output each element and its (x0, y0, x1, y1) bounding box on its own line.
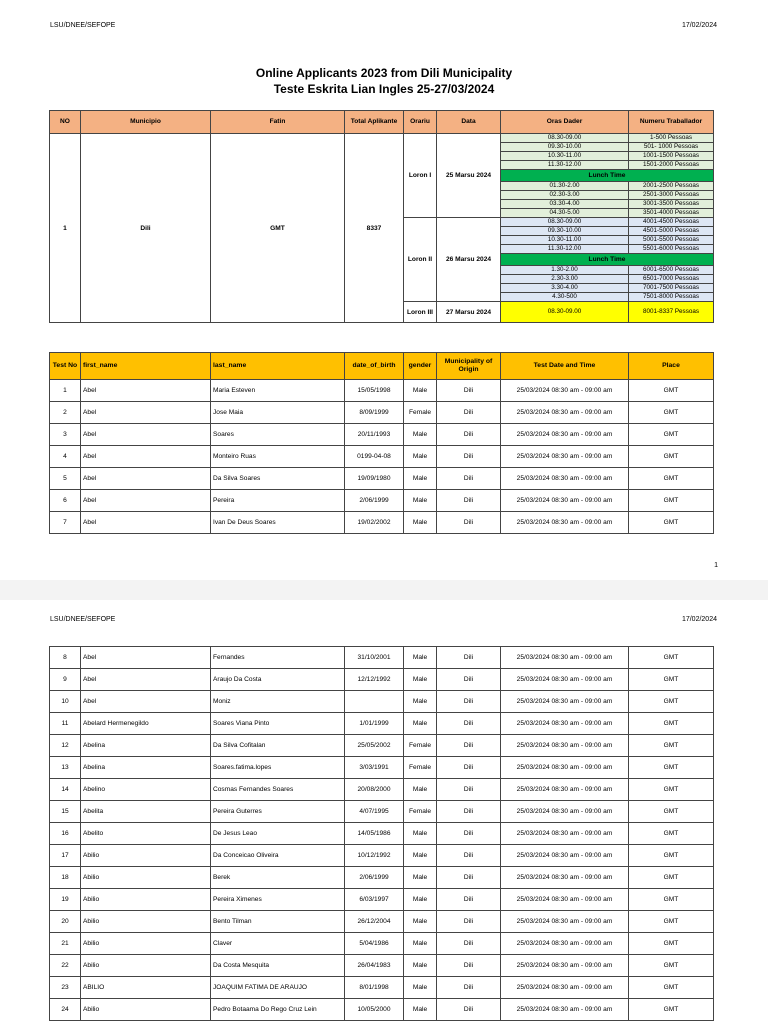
cell-date-of-birth: 10/05/2000 (345, 999, 404, 1021)
cell-gender: Male (404, 977, 437, 999)
table-row (50, 424, 714, 446)
cell-test-no: 7 (50, 512, 81, 534)
cell-last-name: Pereira (211, 490, 345, 512)
cell-date-of-birth: 0199-04-08 (345, 446, 404, 468)
cell-gender: Male (404, 889, 437, 911)
cell-municipality: Dili (437, 933, 501, 955)
applicants-header-row (50, 353, 714, 380)
numeru-traballador-cell: 5501-6000 Pessoas (629, 245, 714, 254)
cell-test-no: 22 (50, 955, 81, 977)
cell-municipality: Dili (437, 424, 501, 446)
cell-municipality: Dili (437, 669, 501, 691)
cell-test-date-time: 25/03/2024 08:30 am - 09:00 am (501, 999, 629, 1021)
numeru-traballador-cell: 8001-8337 Pessoas (629, 302, 714, 323)
header-test-no: Test No (50, 353, 81, 380)
cell-date-of-birth: 8/01/1998 (345, 977, 404, 999)
table-row (50, 691, 714, 713)
schedule-municipio: Dili (81, 134, 211, 323)
cell-gender: Male (404, 691, 437, 713)
cell-date-of-birth: 6/03/1997 (345, 889, 404, 911)
schedule-data: 27 Marsu 2024 (437, 302, 501, 323)
header-date-page-2: 17/02/2024 (681, 616, 717, 623)
cell-date-of-birth (345, 691, 404, 713)
cell-place: GMT (629, 999, 714, 1021)
cell-first-name: Abel (81, 468, 211, 490)
cell-test-no: 13 (50, 757, 81, 779)
cell-place: GMT (629, 911, 714, 933)
cell-first-name: Abel (81, 512, 211, 534)
cell-test-date-time: 25/03/2024 08:30 am - 09:00 am (501, 889, 629, 911)
cell-gender: Male (404, 999, 437, 1021)
cell-first-name: Abilio (81, 911, 211, 933)
table-row (50, 911, 714, 933)
title-line-2: Teste Eskrita Lian Ingles 25-27/03/2024 (273, 82, 495, 96)
cell-last-name: Da Costa Mesquita (211, 955, 345, 977)
cell-test-date-time: 25/03/2024 08:30 am - 09:00 am (501, 446, 629, 468)
cell-gender: Male (404, 867, 437, 889)
cell-gender: Male (404, 490, 437, 512)
table-row (50, 757, 714, 779)
numeru-traballador-cell: 1-500 Pessoas (629, 134, 714, 143)
cell-date-of-birth: 8/09/1999 (345, 402, 404, 424)
cell-municipality: Dili (437, 977, 501, 999)
cell-place: GMT (629, 402, 714, 424)
cell-test-date-time: 25/03/2024 08:30 am - 09:00 am (501, 933, 629, 955)
numeru-traballador-cell: 3001-3500 Pessoas (629, 200, 714, 209)
cell-place: GMT (629, 933, 714, 955)
lunch-time-cell: Lunch Time (501, 254, 714, 266)
schedule-orariu: Loron I (404, 134, 437, 218)
cell-test-date-time: 25/03/2024 08:30 am - 09:00 am (501, 380, 629, 402)
cell-test-date-time: 25/03/2024 08:30 am - 09:00 am (501, 512, 629, 534)
cell-gender: Female (404, 402, 437, 424)
cell-place: GMT (629, 468, 714, 490)
cell-last-name: Soares (211, 424, 345, 446)
schedule-no: 1 (50, 134, 81, 323)
cell-municipality: Dili (437, 801, 501, 823)
oras-dader-cell: 10.30-11.00 (501, 152, 629, 161)
cell-place: GMT (629, 713, 714, 735)
cell-first-name: Abel (81, 647, 211, 669)
table-row (50, 468, 714, 490)
cell-gender: Male (404, 380, 437, 402)
cell-municipality: Dili (437, 823, 501, 845)
cell-test-date-time: 25/03/2024 08:30 am - 09:00 am (501, 647, 629, 669)
table-row (50, 402, 714, 424)
cell-test-no: 20 (50, 911, 81, 933)
schedule-data: 26 Marsu 2024 (437, 218, 501, 302)
cell-place: GMT (629, 512, 714, 534)
cell-municipality: Dili (437, 999, 501, 1021)
table-row (50, 490, 714, 512)
cell-test-date-time: 25/03/2024 08:30 am - 09:00 am (501, 402, 629, 424)
cell-municipality: Dili (437, 911, 501, 933)
cell-test-no: 18 (50, 867, 81, 889)
cell-last-name: Maria Esteven (211, 380, 345, 402)
cell-date-of-birth: 3/03/1991 (345, 757, 404, 779)
cell-date-of-birth: 5/04/1986 (345, 933, 404, 955)
oras-dader-cell: 04.30-5.00 (501, 209, 629, 218)
cell-place: GMT (629, 490, 714, 512)
numeru-traballador-cell: 1501-2000 Pessoas (629, 161, 714, 170)
cell-last-name: Ivan De Deus Soares (211, 512, 345, 534)
cell-date-of-birth: 2/06/1999 (345, 867, 404, 889)
cell-last-name: De Jesus Leao (211, 823, 345, 845)
schedule-header-municipio: Municipio (81, 111, 211, 134)
oras-dader-cell: 4.30-500 (501, 293, 629, 302)
cell-first-name: Abelita (81, 801, 211, 823)
cell-test-date-time: 25/03/2024 08:30 am - 09:00 am (501, 468, 629, 490)
table-row (50, 512, 714, 534)
cell-last-name: Fernandes (211, 647, 345, 669)
cell-test-no: 21 (50, 933, 81, 955)
cell-first-name: Abel (81, 446, 211, 468)
cell-test-no: 17 (50, 845, 81, 867)
schedule-data: 25 Marsu 2024 (437, 134, 501, 218)
page-separator (0, 580, 768, 600)
cell-test-no: 15 (50, 801, 81, 823)
cell-test-no: 2 (50, 402, 81, 424)
cell-test-no: 9 (50, 669, 81, 691)
cell-first-name: Abilio (81, 955, 211, 977)
cell-last-name: Da Conceicao Oliveira (211, 845, 345, 867)
cell-municipality: Dili (437, 735, 501, 757)
cell-test-no: 11 (50, 713, 81, 735)
table-row (50, 867, 714, 889)
cell-municipality: Dili (437, 779, 501, 801)
table-row (50, 977, 714, 999)
numeru-traballador-cell: 6501-7000 Pessoas (629, 275, 714, 284)
cell-municipality: Dili (437, 647, 501, 669)
cell-first-name: ABILIO (81, 977, 211, 999)
cell-place: GMT (629, 380, 714, 402)
cell-municipality: Dili (437, 845, 501, 867)
cell-test-date-time: 25/03/2024 08:30 am - 09:00 am (501, 845, 629, 867)
cell-last-name: Claver (211, 933, 345, 955)
table-row (50, 669, 714, 691)
table-row (50, 845, 714, 867)
cell-place: GMT (629, 735, 714, 757)
oras-dader-cell: 2.30-3.00 (501, 275, 629, 284)
cell-place: GMT (629, 867, 714, 889)
cell-date-of-birth: 10/12/1992 (345, 845, 404, 867)
cell-place: GMT (629, 845, 714, 867)
cell-date-of-birth: 12/12/1992 (345, 669, 404, 691)
cell-gender: Male (404, 933, 437, 955)
cell-last-name: Monteiro Ruas (211, 446, 345, 468)
cell-last-name: Da Silva Soares (211, 468, 345, 490)
numeru-traballador-cell: 4501-5000 Pessoas (629, 227, 714, 236)
cell-place: GMT (629, 801, 714, 823)
oras-dader-cell: 03.30-4.00 (501, 200, 629, 209)
cell-first-name: Abilio (81, 845, 211, 867)
cell-municipality: Dili (437, 713, 501, 735)
cell-gender: Male (404, 779, 437, 801)
cell-test-date-time: 25/03/2024 08:30 am - 09:00 am (501, 713, 629, 735)
schedule-header-fatin: Fatin (211, 111, 345, 134)
cell-test-no: 24 (50, 999, 81, 1021)
cell-test-date-time: 25/03/2024 08:30 am - 09:00 am (501, 691, 629, 713)
header-org-page-2: LSU/DNEE/SEFOPE (50, 616, 116, 623)
applicants-table-page-2 (49, 646, 714, 1021)
cell-place: GMT (629, 757, 714, 779)
cell-last-name: Cosmas Fernandes Soares (211, 779, 345, 801)
oras-dader-cell: 08.30-09.00 (501, 302, 629, 323)
cell-first-name: Abelina (81, 735, 211, 757)
cell-place: GMT (629, 977, 714, 999)
cell-date-of-birth: 20/08/2000 (345, 779, 404, 801)
cell-first-name: Abel (81, 402, 211, 424)
numeru-traballador-cell: 7501-8000 Pessoas (629, 293, 714, 302)
cell-date-of-birth: 4/07/1995 (345, 801, 404, 823)
cell-first-name: Abel (81, 424, 211, 446)
cell-test-no: 12 (50, 735, 81, 757)
cell-last-name: Pedro Botaama Do Rego Cruz Lein (211, 999, 345, 1021)
table-row (50, 713, 714, 735)
cell-municipality: Dili (437, 490, 501, 512)
cell-place: GMT (629, 823, 714, 845)
cell-first-name: Abilio (81, 889, 211, 911)
cell-first-name: Abilio (81, 933, 211, 955)
oras-dader-cell: 08.30-09.00 (501, 218, 629, 227)
numeru-traballador-cell: 501- 1000 Pessoas (629, 143, 714, 152)
table-row (50, 647, 714, 669)
cell-date-of-birth: 2/06/1999 (345, 490, 404, 512)
cell-test-date-time: 25/03/2024 08:30 am - 09:00 am (501, 801, 629, 823)
header-municipality: Municipality of Origin (437, 353, 501, 380)
cell-municipality: Dili (437, 757, 501, 779)
cell-gender: Male (404, 446, 437, 468)
schedule-header-data: Data (437, 111, 501, 134)
cell-place: GMT (629, 779, 714, 801)
numeru-traballador-cell: 7001-7500 Pessoas (629, 284, 714, 293)
applicants-table-page-1 (49, 352, 714, 534)
cell-municipality: Dili (437, 446, 501, 468)
cell-place: GMT (629, 889, 714, 911)
cell-gender: Male (404, 823, 437, 845)
cell-last-name: Soares.fatima.lopes (211, 757, 345, 779)
oras-dader-cell: 09.30-10.00 (501, 227, 629, 236)
header-last-name: last_name (211, 353, 345, 380)
title-line-1: Online Applicants 2023 from Dili Municipality (255, 66, 513, 80)
cell-gender: Female (404, 735, 437, 757)
header-first-name: first_name (81, 353, 211, 380)
cell-test-date-time: 25/03/2024 08:30 am - 09:00 am (501, 911, 629, 933)
numeru-traballador-cell: 6001-6500 Pessoas (629, 266, 714, 275)
cell-first-name: Abel (81, 669, 211, 691)
header-gender: gender (404, 353, 437, 380)
oras-dader-cell: 08.30-09.00 (501, 134, 629, 143)
cell-first-name: Abel (81, 691, 211, 713)
cell-first-name: Abilio (81, 867, 211, 889)
header-date: 17/02/2024 (681, 22, 717, 29)
cell-municipality: Dili (437, 380, 501, 402)
cell-date-of-birth: 15/05/1998 (345, 380, 404, 402)
cell-first-name: Abelino (81, 779, 211, 801)
cell-date-of-birth: 25/05/2002 (345, 735, 404, 757)
cell-test-no: 8 (50, 647, 81, 669)
cell-last-name: Araujo Da Costa (211, 669, 345, 691)
cell-test-no: 4 (50, 446, 81, 468)
cell-test-no: 16 (50, 823, 81, 845)
cell-place: GMT (629, 669, 714, 691)
cell-first-name: Abilio (81, 999, 211, 1021)
table-row (50, 801, 714, 823)
table-row (50, 823, 714, 845)
schedule-fatin: GMT (211, 134, 345, 323)
table-row (50, 889, 714, 911)
schedule-header-no: NO (50, 111, 81, 134)
cell-gender: Female (404, 757, 437, 779)
oras-dader-cell: 3.30-4.00 (501, 284, 629, 293)
cell-gender: Male (404, 955, 437, 977)
cell-test-date-time: 25/03/2024 08:30 am - 09:00 am (501, 757, 629, 779)
cell-municipality: Dili (437, 512, 501, 534)
header-org: LSU/DNEE/SEFOPE (50, 22, 116, 29)
cell-gender: Female (404, 801, 437, 823)
document-title (0, 65, 768, 97)
cell-gender: Male (404, 713, 437, 735)
oras-dader-cell: 10.30-11.00 (501, 236, 629, 245)
cell-place: GMT (629, 446, 714, 468)
cell-last-name: Soares Viana Pinto (211, 713, 345, 735)
table-row (50, 955, 714, 977)
cell-test-no: 23 (50, 977, 81, 999)
cell-place: GMT (629, 647, 714, 669)
cell-test-no: 10 (50, 691, 81, 713)
table-row (50, 933, 714, 955)
cell-first-name: Abelina (81, 757, 211, 779)
cell-gender: Male (404, 512, 437, 534)
header-place: Place (629, 353, 714, 380)
cell-municipality: Dili (437, 889, 501, 911)
cell-first-name: Abel (81, 490, 211, 512)
schedule-header-orariu: Orariu (404, 111, 437, 134)
cell-test-date-time: 25/03/2024 08:30 am - 09:00 am (501, 424, 629, 446)
cell-test-no: 19 (50, 889, 81, 911)
cell-last-name: Moniz (211, 691, 345, 713)
cell-first-name: Abel (81, 380, 211, 402)
cell-test-date-time: 25/03/2024 08:30 am - 09:00 am (501, 490, 629, 512)
cell-date-of-birth: 19/02/2002 (345, 512, 404, 534)
cell-test-no: 3 (50, 424, 81, 446)
cell-last-name: Pereira Ximenes (211, 889, 345, 911)
table-row (50, 446, 714, 468)
numeru-traballador-cell: 5001-5500 Pessoas (629, 236, 714, 245)
cell-municipality: Dili (437, 402, 501, 424)
oras-dader-cell: 09.30-10.00 (501, 143, 629, 152)
cell-first-name: Abelito (81, 823, 211, 845)
table-row (50, 999, 714, 1021)
cell-test-date-time: 25/03/2024 08:30 am - 09:00 am (501, 669, 629, 691)
cell-first-name: Abelard Hermenegildo (81, 713, 211, 735)
table-row (50, 735, 714, 757)
table-row (50, 380, 714, 402)
cell-municipality: Dili (437, 691, 501, 713)
cell-gender: Male (404, 845, 437, 867)
numeru-traballador-cell: 2501-3000 Pessoas (629, 191, 714, 200)
schedule-header-total: Total Aplikante (345, 111, 404, 134)
numeru-traballador-cell: 4001-4500 Pessoas (629, 218, 714, 227)
cell-test-no: 5 (50, 468, 81, 490)
cell-gender: Male (404, 911, 437, 933)
cell-test-date-time: 25/03/2024 08:30 am - 09:00 am (501, 955, 629, 977)
cell-test-date-time: 25/03/2024 08:30 am - 09:00 am (501, 779, 629, 801)
cell-date-of-birth: 14/05/1986 (345, 823, 404, 845)
oras-dader-cell: 01.30-2.00 (501, 182, 629, 191)
cell-place: GMT (629, 691, 714, 713)
schedule-header-oras-dader: Oras Dader (501, 111, 629, 134)
schedule-orariu: Loron II (404, 218, 437, 302)
cell-municipality: Dili (437, 867, 501, 889)
cell-last-name: Da Silva Cofitalan (211, 735, 345, 757)
cell-date-of-birth: 20/11/1993 (345, 424, 404, 446)
cell-test-no: 6 (50, 490, 81, 512)
cell-last-name: JOAQUIM FATIMA DE ARAUJO (211, 977, 345, 999)
oras-dader-cell: 11.30-12.00 (501, 245, 629, 254)
oras-dader-cell: 1.30-2.00 (501, 266, 629, 275)
cell-last-name: Pereira Guterres (211, 801, 345, 823)
cell-place: GMT (629, 955, 714, 977)
header-date-of-birth: date_of_birth (345, 353, 404, 380)
cell-gender: Male (404, 468, 437, 490)
cell-test-date-time: 25/03/2024 08:30 am - 09:00 am (501, 823, 629, 845)
cell-gender: Male (404, 669, 437, 691)
schedule-total: 8337 (345, 134, 404, 323)
cell-municipality: Dili (437, 955, 501, 977)
cell-test-no: 14 (50, 779, 81, 801)
schedule-header-row (50, 111, 714, 134)
numeru-traballador-cell: 3501-4000 Pessoas (629, 209, 714, 218)
cell-gender: Male (404, 424, 437, 446)
cell-place: GMT (629, 424, 714, 446)
cell-test-no: 1 (50, 380, 81, 402)
page-number: 1 (714, 562, 718, 569)
lunch-time-cell: Lunch Time (501, 170, 714, 182)
cell-test-date-time: 25/03/2024 08:30 am - 09:00 am (501, 867, 629, 889)
cell-date-of-birth: 19/09/1980 (345, 468, 404, 490)
cell-date-of-birth: 1/01/1999 (345, 713, 404, 735)
cell-gender: Male (404, 647, 437, 669)
schedule-row (50, 134, 714, 143)
schedule-table (49, 110, 714, 323)
cell-test-date-time: 25/03/2024 08:30 am - 09:00 am (501, 977, 629, 999)
numeru-traballador-cell: 2001-2500 Pessoas (629, 182, 714, 191)
cell-last-name: Bento Tilman (211, 911, 345, 933)
cell-municipality: Dili (437, 468, 501, 490)
schedule-header-numeru: Numeru Traballador (629, 111, 714, 134)
cell-last-name: Jose Maia (211, 402, 345, 424)
cell-date-of-birth: 26/04/1983 (345, 955, 404, 977)
oras-dader-cell: 11.30-12.00 (501, 161, 629, 170)
cell-last-name: Berek (211, 867, 345, 889)
numeru-traballador-cell: 1001-1500 Pessoas (629, 152, 714, 161)
cell-test-date-time: 25/03/2024 08:30 am - 09:00 am (501, 735, 629, 757)
schedule-orariu: Loron III (404, 302, 437, 323)
cell-date-of-birth: 31/10/2001 (345, 647, 404, 669)
table-row (50, 779, 714, 801)
cell-date-of-birth: 26/12/2004 (345, 911, 404, 933)
header-test-date-time: Test Date and Time (501, 353, 629, 380)
oras-dader-cell: 02.30-3.00 (501, 191, 629, 200)
